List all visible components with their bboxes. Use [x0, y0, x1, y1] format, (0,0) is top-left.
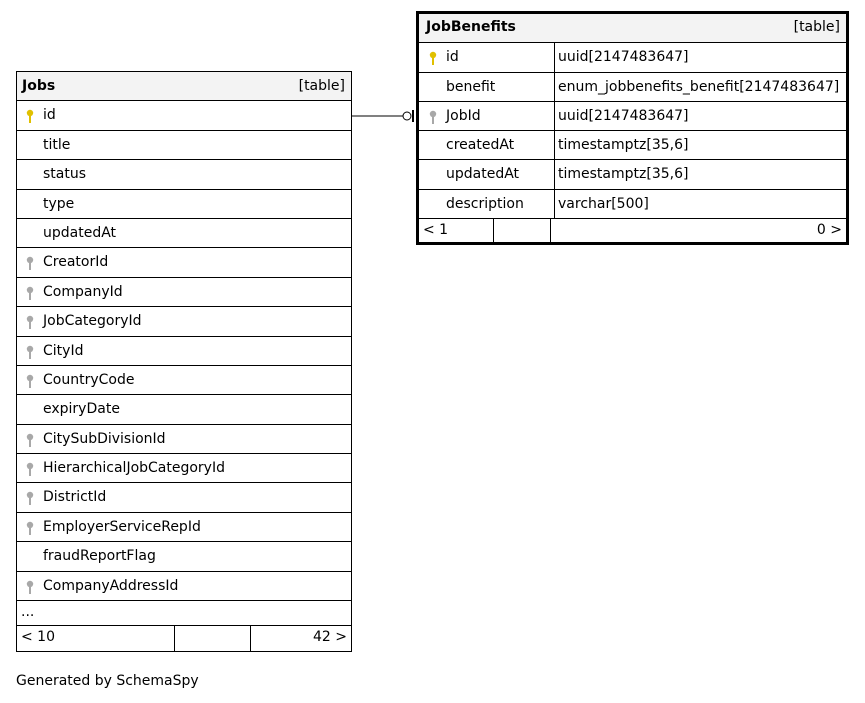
table-row[interactable] [17, 307, 351, 336]
column-name: CompanyId [43, 283, 123, 300]
column-name: type [43, 195, 75, 212]
children-count[interactable]: 42 > [313, 629, 347, 646]
table-row[interactable] [17, 190, 351, 219]
table-row[interactable] [419, 131, 846, 160]
table-header[interactable] [17, 72, 351, 101]
foreign-key-icon [26, 256, 34, 271]
column-name: HierarchicalJobCategoryId [43, 460, 225, 477]
table-row[interactable] [419, 43, 846, 72]
jobs-table[interactable] [16, 71, 352, 652]
zero-cardinality-marker [403, 112, 411, 120]
primary-key-icon [429, 51, 437, 66]
column-name: benefit [446, 78, 496, 95]
parents-count[interactable]: < 10 [21, 629, 55, 646]
column-name: fraudReportFlag [43, 548, 156, 565]
foreign-key-icon [26, 433, 34, 448]
foreign-key-icon [26, 374, 34, 389]
table-footer [419, 219, 846, 242]
column-name: CitySubDivisionId [43, 430, 166, 447]
table-row[interactable] [419, 160, 846, 189]
column-type: uuid[2147483647] [554, 102, 689, 131]
column-name: status [43, 166, 87, 183]
column-name: description [446, 195, 524, 212]
table-row[interactable] [17, 572, 351, 601]
column-name: JobId [446, 107, 481, 124]
column-name: createdAt [446, 137, 515, 154]
table-row[interactable] [17, 454, 351, 483]
foreign-key-icon [26, 462, 34, 477]
table-row[interactable] [17, 366, 351, 395]
table-row[interactable] [17, 278, 351, 307]
table-row[interactable] [17, 542, 351, 571]
table-row[interactable] [17, 131, 351, 160]
column-name: CompanyAddressId [43, 577, 179, 594]
table-row[interactable] [17, 395, 351, 424]
column-name: expiryDate [43, 401, 120, 418]
column-type: uuid[2147483647] [554, 43, 689, 72]
table-footer [17, 626, 351, 651]
table-row[interactable] [17, 483, 351, 512]
column-type: timestamptz[35,6] [554, 131, 688, 160]
table-row[interactable] [17, 101, 351, 130]
column-type: enum_jobbenefits_benefit[2147483647] [554, 73, 839, 102]
table-row[interactable] [17, 513, 351, 542]
column-name: id [446, 49, 459, 66]
foreign-key-icon [26, 315, 34, 330]
table-row[interactable] [419, 190, 846, 219]
table-title[interactable]: JobBenefits [426, 19, 516, 35]
jobbenefits-table[interactable] [416, 11, 849, 245]
column-name: JobCategoryId [43, 313, 142, 330]
more-columns [17, 601, 351, 626]
column-name: DistrictId [43, 489, 107, 506]
foreign-key-icon [429, 110, 437, 125]
column-name: id [43, 107, 56, 124]
table-row[interactable] [17, 248, 351, 277]
column-name: updatedAt [43, 224, 117, 241]
table-header[interactable] [419, 14, 846, 43]
column-type: timestamptz[35,6] [554, 160, 688, 189]
table-row[interactable] [17, 337, 351, 366]
column-name: title [43, 136, 71, 153]
foreign-key-icon [26, 580, 34, 595]
table-row[interactable] [17, 160, 351, 189]
table-kind: [table] [298, 78, 345, 94]
table-kind: [table] [793, 19, 840, 35]
table-row[interactable] [419, 102, 846, 131]
foreign-key-icon [26, 345, 34, 360]
table-title[interactable]: Jobs [22, 78, 56, 94]
more-indicator: ... [21, 604, 35, 621]
foreign-key-icon [26, 521, 34, 536]
column-name: EmployerServiceRepId [43, 518, 201, 535]
table-row[interactable] [419, 73, 846, 102]
column-type: varchar[500] [554, 190, 649, 219]
children-count[interactable]: 0 > [816, 222, 842, 239]
table-row[interactable] [17, 425, 351, 454]
parents-count[interactable]: < 1 [423, 222, 449, 239]
column-name: CountryCode [43, 371, 135, 388]
column-name: CreatorId [43, 254, 109, 271]
primary-key-icon [26, 109, 34, 124]
column-name: CityId [43, 342, 84, 359]
table-row[interactable] [17, 219, 351, 248]
generated-by-text: Generated by SchemaSpy [16, 673, 199, 689]
column-name: updatedAt [446, 166, 520, 183]
foreign-key-icon [26, 286, 34, 301]
foreign-key-icon [26, 491, 34, 506]
